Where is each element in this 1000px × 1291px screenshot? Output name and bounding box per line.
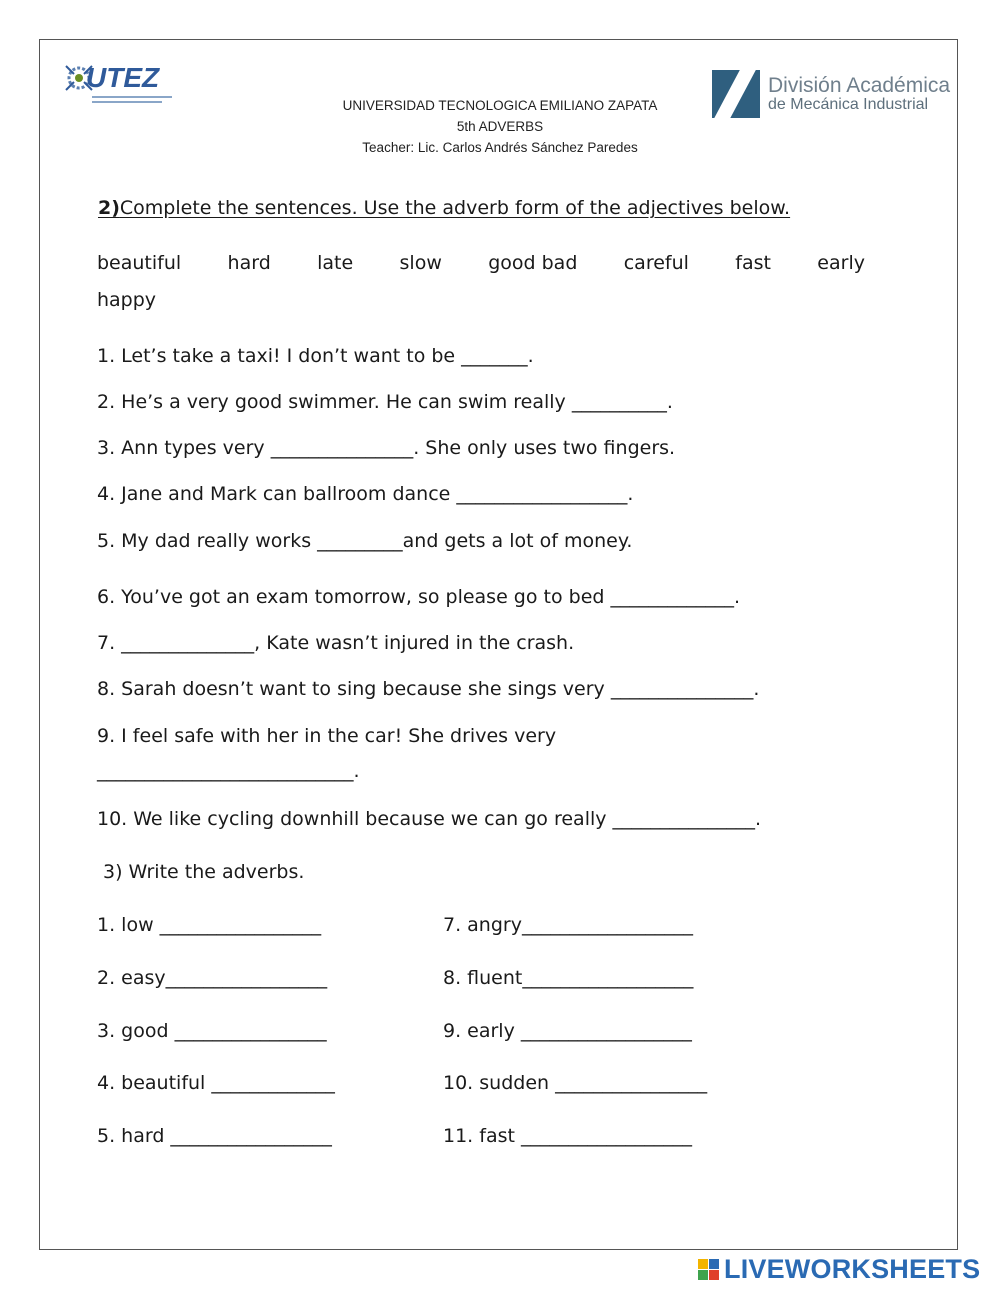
sentence-10: 10. We like cycling downhill because we can go really _______________.: [97, 808, 762, 830]
word-bank-item: hard: [227, 252, 271, 274]
adverb-item-left: 5. hard _________________: [97, 1125, 332, 1147]
division-logo-line2: de Mecánica Industrial: [768, 96, 929, 113]
adverb-item-right: 10. sudden ________________: [443, 1072, 708, 1094]
sentence-3: 3. Ann types very _______________. She only uses two fingers.: [97, 437, 676, 459]
document-header: [250, 95, 750, 158]
word-bank: [97, 252, 865, 274]
sentence-6: 6. You’ve got an exam tomorrow, so please go to bed _____________.: [97, 586, 741, 608]
adverb-item-right: 8. fluent__________________: [443, 967, 694, 989]
university-name: UNIVERSIDAD TECNOLOGICA EMILIANO ZAPATA: [342, 98, 658, 113]
division-logo: [712, 70, 951, 122]
word-bank-item-last: happy: [97, 289, 157, 311]
subject-title: 5th ADVERBS: [456, 119, 544, 134]
word-bank-item: good bad: [488, 252, 578, 274]
adverb-item-right: 9. early __________________: [443, 1020, 692, 1042]
word-bank-item: slow: [399, 252, 442, 274]
division-emblem-icon: [712, 70, 760, 118]
adverb-item-left: 3. good ________________: [97, 1020, 327, 1042]
liveworksheets-logo-icon: [698, 1259, 720, 1281]
word-bank-item: late: [317, 252, 354, 274]
sentence-2: 2. He’s a very good swimmer. He can swim really __________.: [97, 391, 673, 413]
adverb-item-right: 11. fast __________________: [443, 1125, 692, 1147]
adverb-item-right: 7. angry__________________: [443, 914, 693, 936]
section2-instruction-text: Complete the sentences. Use the adverb form of the adjectives below.: [119, 197, 791, 219]
teacher-name: Teacher: Lic. Carlos Andrés Sánchez Paredes: [362, 140, 638, 155]
word-bank-item: early: [817, 252, 865, 274]
adverb-item-left: 1. low _________________: [97, 914, 322, 936]
liveworksheets-brand-text: LIVEWORKSHEETS: [724, 1254, 981, 1284]
sentence-4: 4. Jane and Mark can ballroom dance __________________.: [97, 483, 634, 505]
sentence-1: 1. Let’s take a taxi! I don’t want to be _______.: [97, 345, 534, 367]
word-bank-item: careful: [623, 252, 689, 274]
division-logo-line1: División Académica: [768, 74, 951, 97]
section2-number: 2): [98, 197, 120, 219]
sentence-9: 9. I feel safe with her in the car! She drives very: [97, 725, 557, 747]
adverb-item-left: 4. beautiful _____________: [97, 1072, 335, 1094]
word-bank-item: fast: [735, 252, 771, 274]
utez-logo: [62, 60, 172, 106]
sentence-5: 5. My dad really works _________and gets a lot of money.: [97, 530, 633, 552]
adverb-item-left: 2. easy_________________: [97, 967, 328, 989]
liveworksheets-brand[interactable]: [698, 1255, 998, 1285]
utez-logo-text: UTEZ: [86, 62, 160, 93]
section2-instruction: [98, 197, 790, 219]
sentence-8: 8. Sarah doesn’t want to sing because she sings very _______________.: [97, 678, 760, 700]
word-bank-item: beautiful: [97, 252, 182, 274]
section3-title: 3) Write the adverbs.: [103, 861, 305, 883]
sentence-9-blank: ___________________________.: [97, 760, 360, 782]
sentence-7: 7. ______________, Kate wasn’t injured in the crash.: [97, 632, 575, 654]
